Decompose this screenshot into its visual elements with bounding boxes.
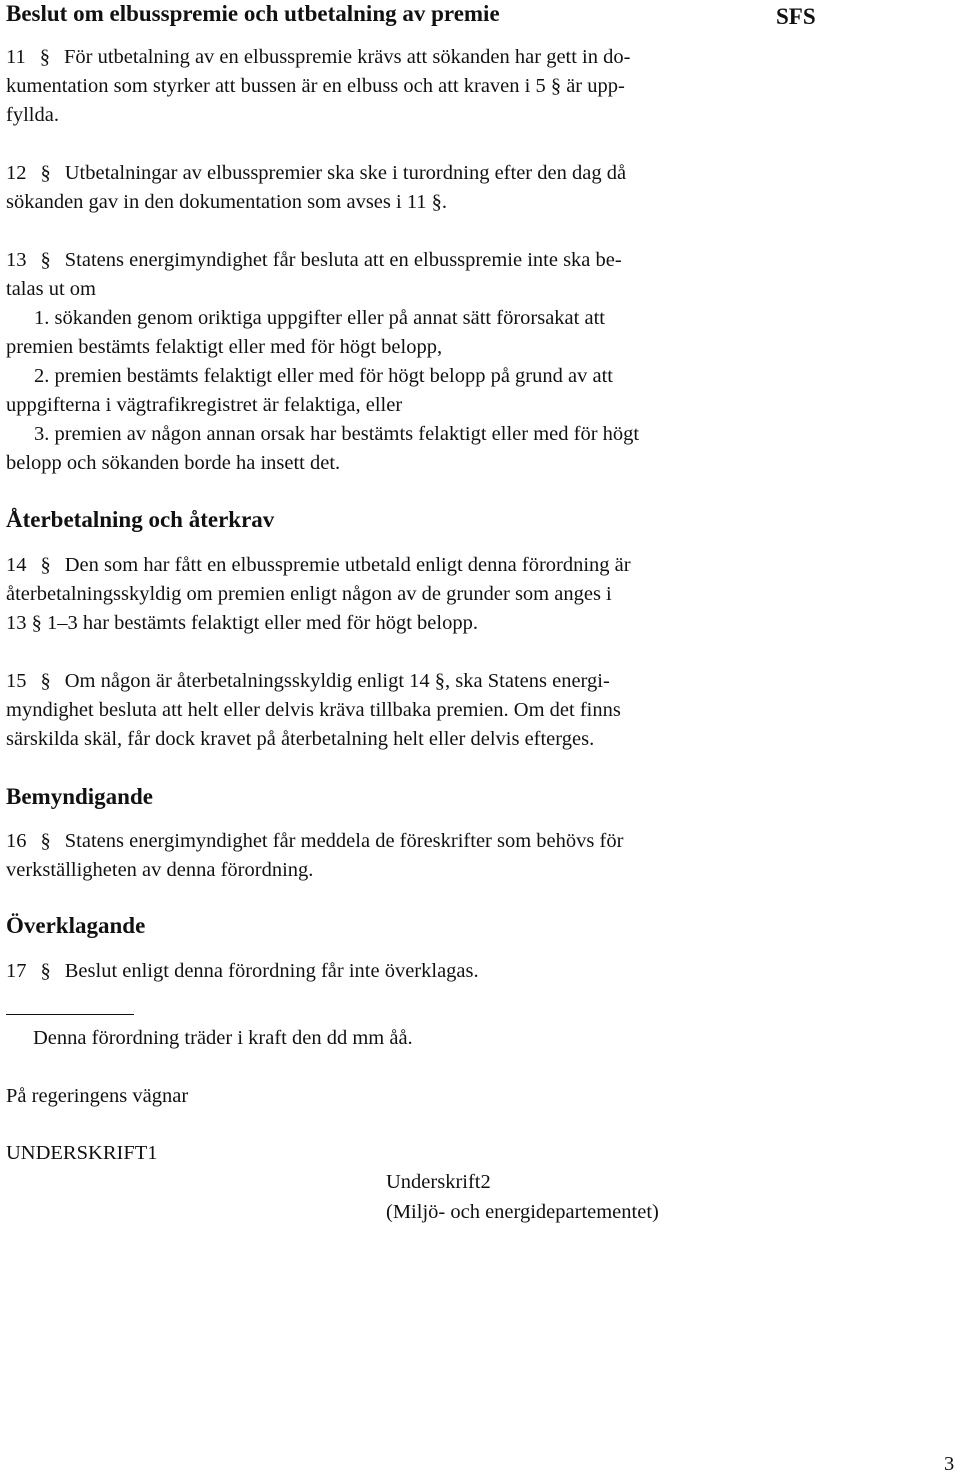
list-item: 1. sökanden genom oriktiga uppgifter eller på annat sätt förorsakat att premien bestämts felaktigt eller med för högt belopp, (6, 307, 605, 358)
paragraph-14: 14 § Den som har fått en elbusspremie utbetald enligt denna förordning är återbetalningsskyldig om premien enligt någon av de grunder som anges i 13 § 1–3 har bestämts felaktigt eller med för högt belopp. (6, 554, 631, 634)
paragraph-11: 11 § För utbetalning av en elbusspremie krävs att sökanden har gett in do- kumentation som styrker att bussen är en elbuss och att kraven i 5 § är upp- fyllda. (6, 46, 631, 126)
paragraph-number: 13 (6, 249, 27, 271)
heading-overklagande: Överklagande (6, 913, 146, 938)
signature-2: Underskrift2 (386, 1171, 491, 1193)
section-sign-icon: § (39, 46, 50, 68)
on-behalf-text: På regeringens vägnar (6, 1085, 189, 1107)
paragraph-17: 17 § Beslut enligt denna förordning får inte överklagas. (6, 960, 479, 982)
list-item: 3. premien av någon annan orsak har bestämts felaktigt eller med för högt belopp och sökanden borde ha insett det. (6, 423, 640, 474)
paragraph-12: 12 § Utbetalningar av elbusspremier ska ske i turordning efter den dag då sökanden gav in den dokumentation som avses i 11 §. (6, 162, 627, 213)
section-sign-icon: § (40, 960, 51, 982)
section-sign-icon: § (40, 162, 51, 184)
section-sign-icon: § (40, 249, 51, 271)
section-sign-icon: § (40, 830, 51, 852)
paragraph-number: 15 (6, 670, 27, 692)
signature-1: UNDERSKRIFT1 (6, 1142, 158, 1164)
heading-bemyndigande: Bemyndigande (6, 784, 153, 809)
heading-aterbetalning: Återbetalning och återkrav (6, 507, 275, 532)
footnote-divider (6, 1014, 134, 1015)
paragraph-number: 16 (6, 830, 27, 852)
section-heading: Beslut om elbusspremie och utbetalning av premie (6, 1, 500, 26)
list-item: 2. premien bestämts felaktigt eller med för högt belopp på grund av att uppgifterna i vägtrafikregistret är felaktiga, eller (6, 365, 613, 416)
paragraph-number: 17 (6, 960, 27, 982)
paragraph-number: 12 (6, 162, 27, 184)
paragraph-15: 15 § Om någon är återbetalningsskyldig enligt 14 §, ska Statens energi- myndighet besluta att helt eller delvis kräva tillbaka premien. Om det finns särskilda skäl, får dock kravet på återbetalning helt eller delvis efterges. (6, 670, 621, 750)
paragraph-16: 16 § Statens energimyndighet får meddela de föreskrifter som behövs för verkställigheten av denna förordning. (6, 830, 624, 881)
paragraph-number: 14 (6, 554, 27, 576)
section-sign-icon: § (40, 554, 51, 576)
department-text: (Miljö- och energidepartementet) (386, 1201, 659, 1223)
commencement-text: Denna förordning träder i kraft den dd mm åå. (33, 1027, 413, 1049)
paragraph-number: 11 (6, 46, 26, 68)
page-number: 3 (944, 1453, 955, 1475)
section-sign-icon: § (40, 670, 51, 692)
paragraph-13: 13 § Statens energimyndighet får besluta att en elbusspremie inte ska be- talas ut om 1. sökanden genom oriktiga uppgifter eller på annat sätt förorsakat att premien bestämts felaktigt eller med för högt belopp, 2. premien bestämts felaktigt eller med för högt belopp på grund av att uppgifterna i vägtrafikregistret är felaktiga, eller 3. premien av någon annan orsak har bestämts felaktigt eller med för högt belopp och sökanden borde ha insett det. (6, 246, 736, 478)
sfs-label: SFS (776, 4, 816, 29)
